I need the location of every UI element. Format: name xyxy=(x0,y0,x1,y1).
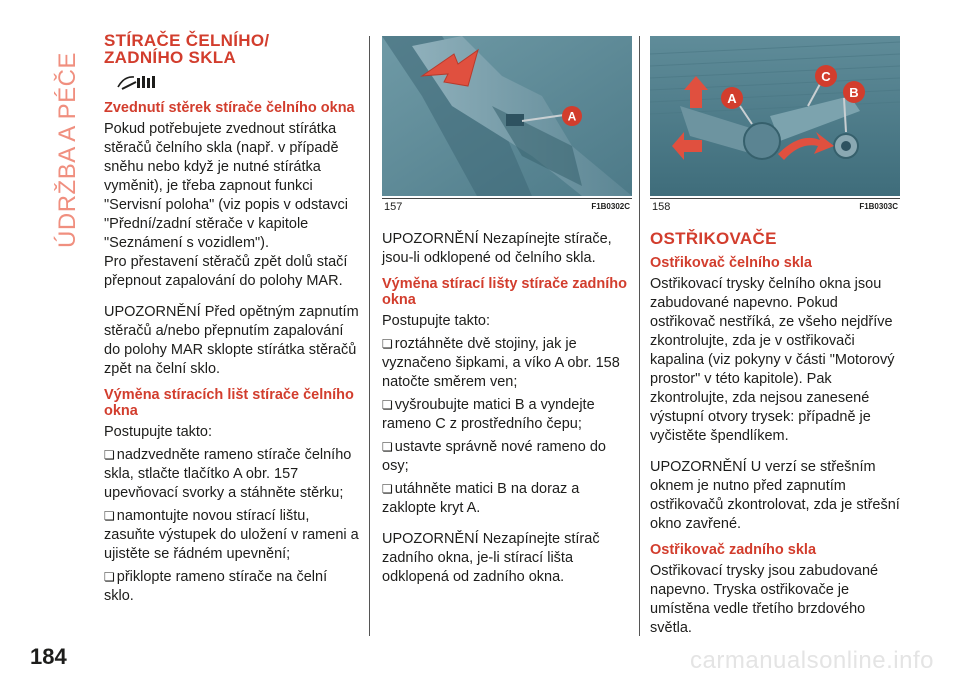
paragraph: Postupujte takto: xyxy=(382,313,491,329)
section-heading-washers: OSTŘIKOVAČE xyxy=(650,229,777,248)
svg-text:B: B xyxy=(849,85,859,100)
subheading-rear-washer: Ostřikovač zadního skla xyxy=(650,542,817,558)
figure-157-wiper-blade xyxy=(382,36,632,196)
svg-text:A: A xyxy=(727,91,737,106)
warning-paragraph: UPOZORNĚNÍ U verzí se střešním oknem je nutno před zapnutím ostřikovačů zkontrolovat, zda je střešní okno zavřené. xyxy=(650,459,900,532)
subheading-replace-rear-blade: Výměna stírací lišty stírače zadního okna xyxy=(382,276,627,308)
paragraph: Postupujte takto: xyxy=(104,424,213,440)
figure-code: F1B0302C xyxy=(591,202,630,211)
paragraph: Pokud potřebujete zvednout stírátka stěračů čelního skla (např. v případě sněhu nebo když je nutné stírátka vyměnit), je třeba zapnout funkci "Servisní poloha" (viz popis v odstavci "Přední/zadní stěrače v kapitole "Seznámení s vozidlem"). xyxy=(104,121,349,251)
list-item: ❏ utáhněte matici B na doraz a zaklopte kryt A. xyxy=(382,480,632,518)
chapter-side-title: ÚDRŽBA A PÉČE xyxy=(54,52,81,248)
figure-code: F1B0303C xyxy=(859,202,898,211)
column-divider-1 xyxy=(369,36,370,636)
column-1 xyxy=(104,32,360,606)
column-divider-2 xyxy=(639,36,640,636)
warning-paragraph: UPOZORNĚNÍ Nezapínejte stírač zadního okna, je-li stírací lišta odklopená od zadního okna. xyxy=(382,531,600,585)
paragraph: Ostřikovací trysky čelního okna jsou zabudované napevno. Pokud ostřikovač nestříká, ze všeho nejdříve zkontrolujte, zda je v ostřikovači kapalina (viz pokyny v části "Motorový prostor" v této kapitole). Pak zkontrolujte, zda nejsou zanesené výstupní otvory trysek: případně je vyčistěte špendlíkem. xyxy=(650,276,895,444)
list-item: ❏ ustavte správně nové rameno do osy; xyxy=(382,438,632,476)
warning-paragraph: UPOZORNĚNÍ Před opětným zapnutím stěračů a/nebo přepnutím zapalování do polohy MAR sklopte stírátka stěračů zpět na čelní sklo. xyxy=(104,304,359,377)
paragraph: Ostřikovací trysky jsou zabudované napevno. Tryska ostřikovače je umístěna vedle třetího brzdového světla. xyxy=(650,563,879,636)
figure-158-rule xyxy=(650,198,900,199)
figure-158-caption xyxy=(652,201,898,215)
subheading-lift-wipers: Zvednutí stěrek stírače čelního okna xyxy=(104,100,355,116)
column-3 xyxy=(650,230,900,638)
section-heading: STÍRAČE ČELNÍHO/ ZADNÍHO SKLA xyxy=(104,31,270,67)
figure-158-rear-wiper xyxy=(650,36,900,196)
list-item: ❏ roztáhněte dvě stojiny, jak je vyznačeno šipkami, a víko A obr. 158 natočte směrem ven; xyxy=(382,335,632,392)
figure-157-caption xyxy=(384,201,630,215)
list-item: ❏ vyšroubujte matici B a vyndejte rameno C z prostředního čepu; xyxy=(382,396,632,434)
column-2 xyxy=(382,230,632,587)
figure-number: 157 xyxy=(384,201,403,213)
list-item: ❏ přiklopte rameno stírače na čelní sklo. xyxy=(104,568,360,606)
list-item: ❏ namontujte novou stírací lištu, zasuňte výstupek do uložení v rameni a ujistěte se řádném upevnění; xyxy=(104,507,360,564)
list-item: ❏ nadzvedněte rameno stírače čelního skla, stlačte tlačítko A obr. 157 upevňovací svorky a stáhněte stěrku; xyxy=(104,446,360,503)
svg-text:A: A xyxy=(567,109,577,124)
subheading-front-washer: Ostřikovač čelního skla xyxy=(650,255,812,271)
figure-number: 158 xyxy=(652,201,671,213)
page-number: 184 xyxy=(30,644,67,669)
subheading-replace-front-blades: Výměna stíracích lišt stírače čelního okna xyxy=(104,387,354,419)
paragraph: Pro přestavení stěračů zpět dolů stačí přepnout zapalování do polohy MAR. xyxy=(104,254,348,289)
svg-text:C: C xyxy=(821,69,831,84)
watermark: carmanualsonline.info xyxy=(690,647,934,674)
wiper-service-icon xyxy=(116,72,156,92)
figure-157-rule xyxy=(382,198,632,199)
warning-paragraph: UPOZORNĚNÍ Nezapínejte stírače, jsou-li odklopené od čelního skla. xyxy=(382,231,612,266)
